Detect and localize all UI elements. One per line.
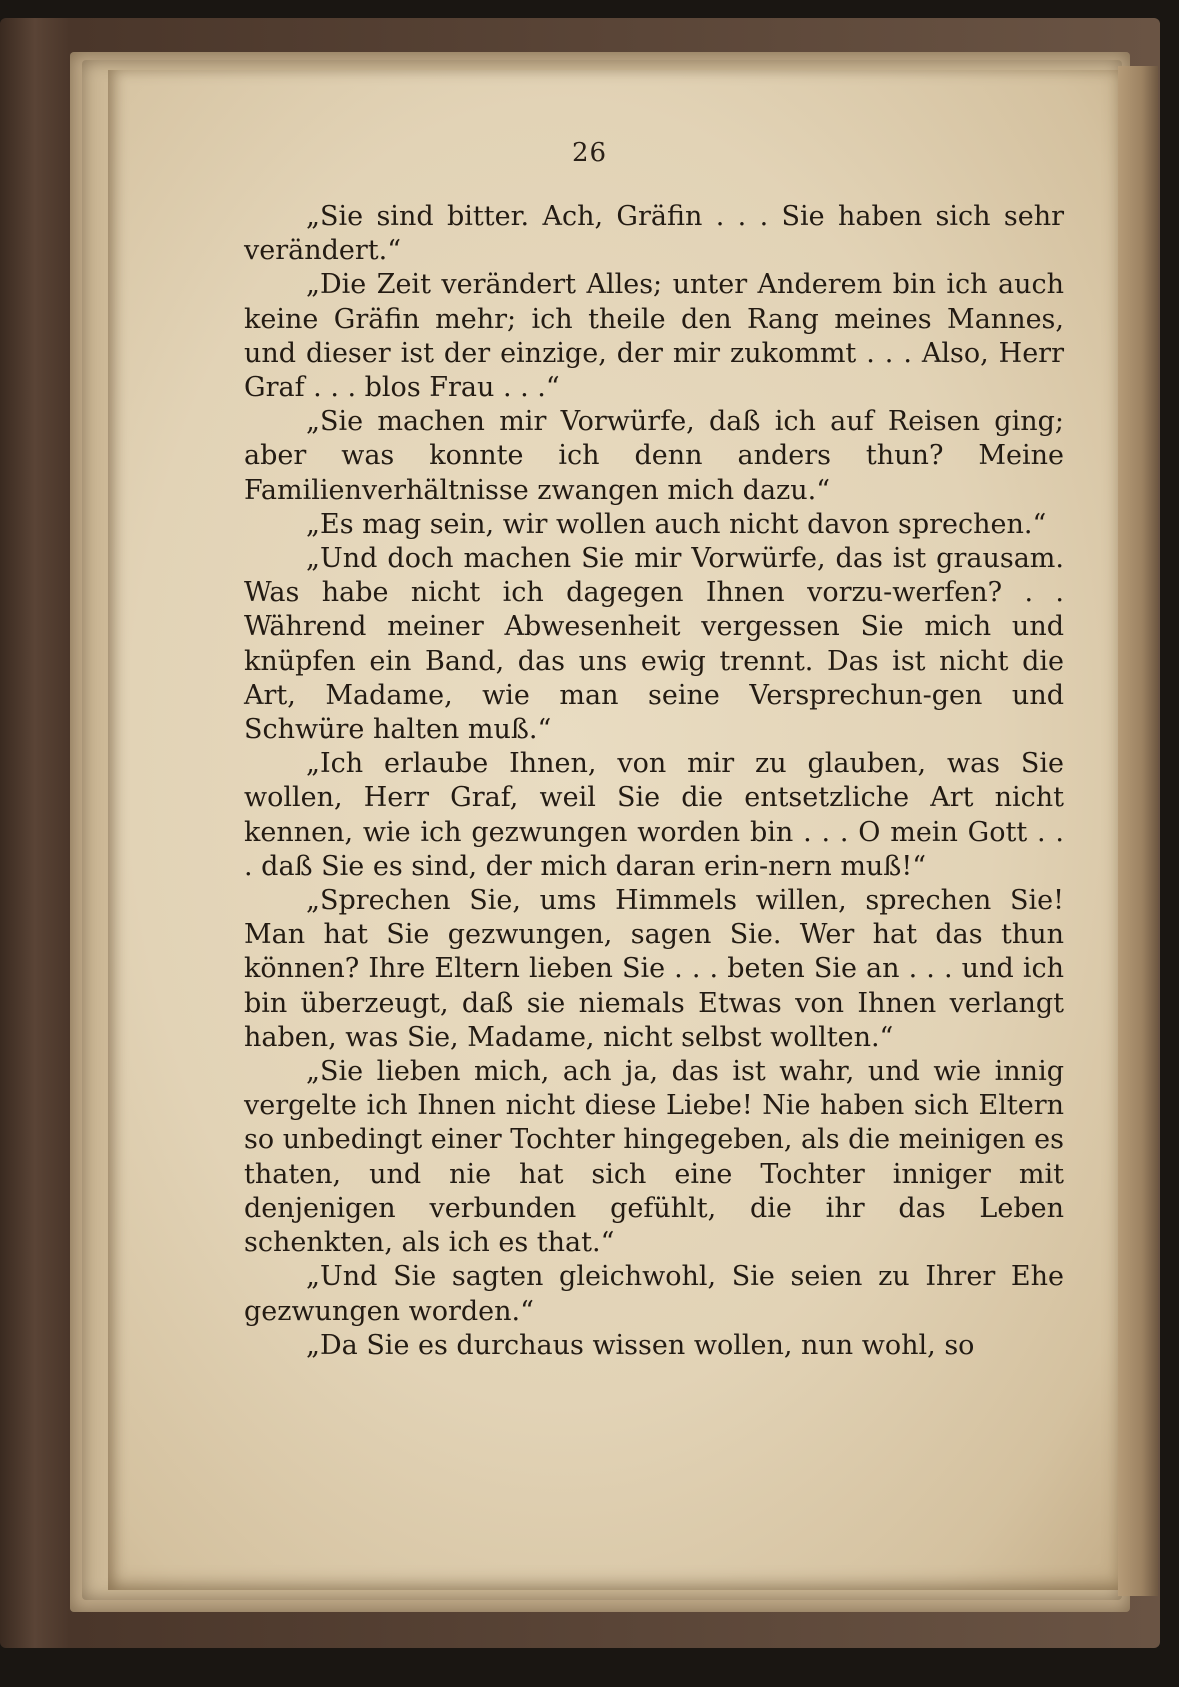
- paragraph: „Die Zeit verändert Alles; unter Anderem bin ich auch keine Gräfin mehr; ich theile den Rang meines Mannes, und dieser ist der einzige, der mir zukommt . . . Also, Herr Graf . . . blos Frau . . .“: [244, 269, 1064, 404]
- paragraph: „Und Sie sagten gleichwohl, Sie seien zu Ihrer Ehe gezwungen worden.“: [244, 1261, 1064, 1327]
- paragraph: „Sie lieben mich, ach ja, das ist wahr, und wie innig vergelte ich Ihnen nicht diese Liebe! Nie haben sich Eltern so unbedingt einer Tochter hingegeben, als die meinigen es thaten, und nie hat sich eine Tochter inniger mit denjenigen verbunden gefühlt, die ihr das Leben schenkten, als ich es that.“: [244, 1056, 1064, 1259]
- paragraph: „Sie sind bitter. Ach, Gräfin . . . Sie haben sich sehr verändert.“: [244, 201, 1064, 267]
- paragraph: „Es mag sein, wir wollen auch nicht davon sprechen.“: [306, 508, 1047, 540]
- facing-page-edge: [1118, 66, 1158, 1596]
- paragraph: „Sie machen mir Vorwürfe, daß ich auf Reisen ging; aber was konnte ich denn anders thun? Meine Familienverhältnisse zwangen mich dazu.“: [244, 406, 1064, 506]
- paragraph: „Sprechen Sie, ums Himmels willen, sprechen Sie! Man hat Sie gezwungen, sagen Sie. Wer hat das thun können? Ihre Eltern lieben Sie . . . beten Sie an . . . und ich bin überzeugt, daß sie niemals Etwas von Ihnen verlangt haben, was Sie, Madame, nicht selbst wollten.“: [244, 885, 1064, 1053]
- paragraph: „Da Sie es durchaus wissen wollen, nun wohl, so: [306, 1329, 975, 1361]
- page-number: 26: [571, 138, 608, 168]
- paragraph: „Und doch machen Sie mir Vorwürfe, das ist grausam. Was habe nicht ich dagegen Ihnen vorzu-werfen? . . Während meiner Abwesenheit vergessen Sie mich und knüpfen ein Band, das uns ewig trennt. Das ist nicht die Art, Madame, wie man seine Versprechun-gen und Schwüre halten muß.“: [244, 543, 1064, 746]
- paragraph: „Ich erlaube Ihnen, von mir zu glauben, was Sie wollen, Herr Graf, weil Sie die entsetzliche Art nicht kennen, wie ich gezwungen worden bin . . . O mein Gott . . . daß Sie es sind, der mich daran erin-nern muß!“: [244, 748, 1064, 882]
- body-text: [244, 200, 1064, 1363]
